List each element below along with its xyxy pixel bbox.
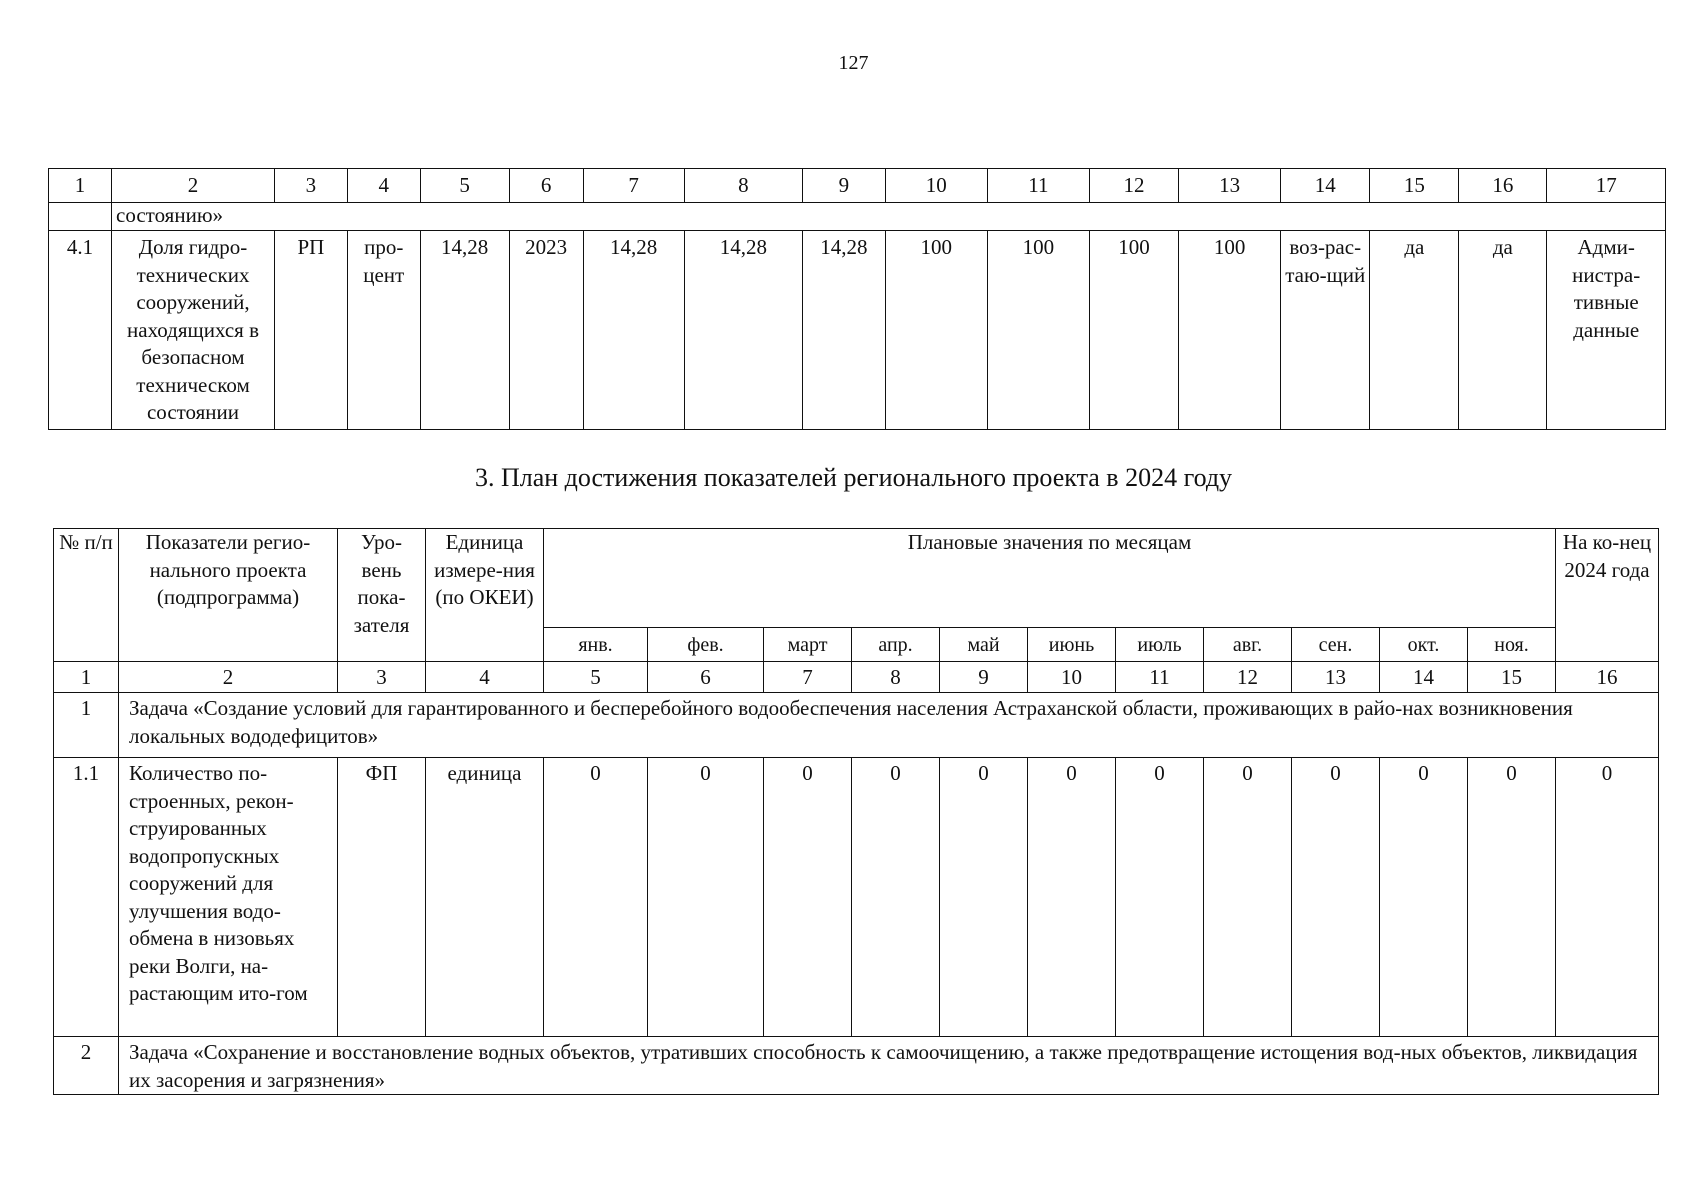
year-end-value: 0 [1556, 758, 1659, 1037]
header-level: Уро-вень пока-зателя [338, 529, 426, 662]
month-header: окт. [1380, 628, 1468, 662]
col-number: 4 [347, 169, 420, 203]
month-value: 0 [940, 758, 1028, 1037]
col-number: 5 [420, 169, 509, 203]
col-number: 4 [426, 662, 544, 693]
task-row [54, 693, 1659, 758]
month-header: фев. [648, 628, 764, 662]
continuation-text: состоянию» [112, 203, 1666, 231]
value-cell: 100 [987, 231, 1089, 430]
month-value: 0 [1292, 758, 1380, 1037]
col-number: 11 [1116, 662, 1204, 693]
col-number: 12 [1204, 662, 1292, 693]
base-value: 14,28 [420, 231, 509, 430]
flag-cell: да [1459, 231, 1547, 430]
col-number: 8 [684, 169, 802, 203]
cumulative-flag: воз-рас-таю-щий [1281, 231, 1370, 430]
col-number: 7 [764, 662, 852, 693]
month-value: 0 [1468, 758, 1556, 1037]
unit: про-цент [347, 231, 420, 430]
month-header: апр. [852, 628, 940, 662]
task-text: Задача «Сохранение и восстановление водных объектов, утративших способность к самоочищению, а также предотвращение истощения вод-ных объектов, ликвидация их засорения и загрязнения» [119, 1037, 1659, 1095]
col-number: 8 [852, 662, 940, 693]
col-number: 14 [1380, 662, 1468, 693]
month-header: янв. [544, 628, 648, 662]
monthly-plan-table [53, 528, 1659, 1095]
empty-cell [49, 203, 112, 231]
col-number: 10 [885, 169, 987, 203]
month-header: ноя. [1468, 628, 1556, 662]
col-number: 1 [49, 169, 112, 203]
month-value: 0 [544, 758, 648, 1037]
task-text: Задача «Создание условий для гарантированного и бесперебойного водообеспечения населения Астраханской области, проживающих в райо-нах возникновения локальных вододефицитов» [119, 693, 1659, 758]
table-row [49, 231, 1666, 430]
col-number: 5 [544, 662, 648, 693]
col-number: 17 [1547, 169, 1666, 203]
value-cell: 100 [885, 231, 987, 430]
row-number: 1.1 [54, 758, 119, 1037]
continuation-row [49, 203, 1666, 231]
col-number: 16 [1556, 662, 1659, 693]
indicator-level: ФП [338, 758, 426, 1037]
month-value: 0 [764, 758, 852, 1037]
col-number: 1 [54, 662, 119, 693]
month-value: 0 [1116, 758, 1204, 1037]
unit: единица [426, 758, 544, 1037]
column-number-row [49, 169, 1666, 203]
col-number: 10 [1028, 662, 1116, 693]
col-number: 12 [1089, 169, 1178, 203]
month-header: июнь [1028, 628, 1116, 662]
col-number: 3 [338, 662, 426, 693]
indicators-table-continuation [48, 168, 1666, 430]
data-source: Адми-нистра-тивные данные [1547, 231, 1666, 430]
indicator-name: Доля гидро-технических сооружений, находящихся в безопасном техническом состоянии [112, 231, 275, 430]
col-number: 16 [1459, 169, 1547, 203]
month-header: май [940, 628, 1028, 662]
col-number: 2 [119, 662, 338, 693]
month-header: март [764, 628, 852, 662]
task-number: 1 [54, 693, 119, 758]
indicator-level: РП [275, 231, 348, 430]
col-number: 9 [803, 169, 886, 203]
month-value: 0 [1028, 758, 1116, 1037]
header-indicator: Показатели регио-нального проекта (подпрограмма) [119, 529, 338, 662]
page-number: 127 [838, 52, 869, 74]
col-number: 11 [987, 169, 1089, 203]
col-number: 13 [1292, 662, 1380, 693]
col-number: 15 [1370, 169, 1459, 203]
col-number: 2 [112, 169, 275, 203]
task-row [54, 1037, 1659, 1095]
flag-cell: да [1370, 231, 1459, 430]
col-number: 9 [940, 662, 1028, 693]
month-header: сен. [1292, 628, 1380, 662]
col-number: 13 [1179, 169, 1281, 203]
table-row [54, 758, 1659, 1037]
column-number-row [54, 662, 1659, 693]
value-cell: 14,28 [803, 231, 886, 430]
col-number: 14 [1281, 169, 1370, 203]
header-year-end: На ко-нец 2024 года [1556, 529, 1659, 662]
col-number: 6 [648, 662, 764, 693]
header-row [54, 529, 1659, 628]
month-value: 0 [648, 758, 764, 1037]
task-number: 2 [54, 1037, 119, 1095]
header-unit: Единица измере-ния (по ОКЕИ) [426, 529, 544, 662]
value-cell: 100 [1179, 231, 1281, 430]
col-number: 3 [275, 169, 348, 203]
row-number: 4.1 [49, 231, 112, 430]
month-header: июль [1116, 628, 1204, 662]
month-value: 0 [1204, 758, 1292, 1037]
value-cell: 100 [1089, 231, 1178, 430]
col-number: 7 [583, 169, 684, 203]
month-header: авг. [1204, 628, 1292, 662]
month-value: 0 [852, 758, 940, 1037]
indicator-name: Количество по-строенных, рекон-струированных водопропускных сооружений для улучшения водо-обмена в низовьях реки Волги, на-растающим ито-гом [119, 758, 338, 1037]
section-title: 3. План достижения показателей регионального проекта в 2024 году [474, 463, 1233, 492]
header-months-group: Плановые значения по месяцам [544, 529, 1556, 628]
value-cell: 14,28 [684, 231, 802, 430]
base-year: 2023 [509, 231, 583, 430]
col-number: 6 [509, 169, 583, 203]
header-num: № п/п [54, 529, 119, 662]
col-number: 15 [1468, 662, 1556, 693]
value-cell: 14,28 [583, 231, 684, 430]
month-value: 0 [1380, 758, 1468, 1037]
